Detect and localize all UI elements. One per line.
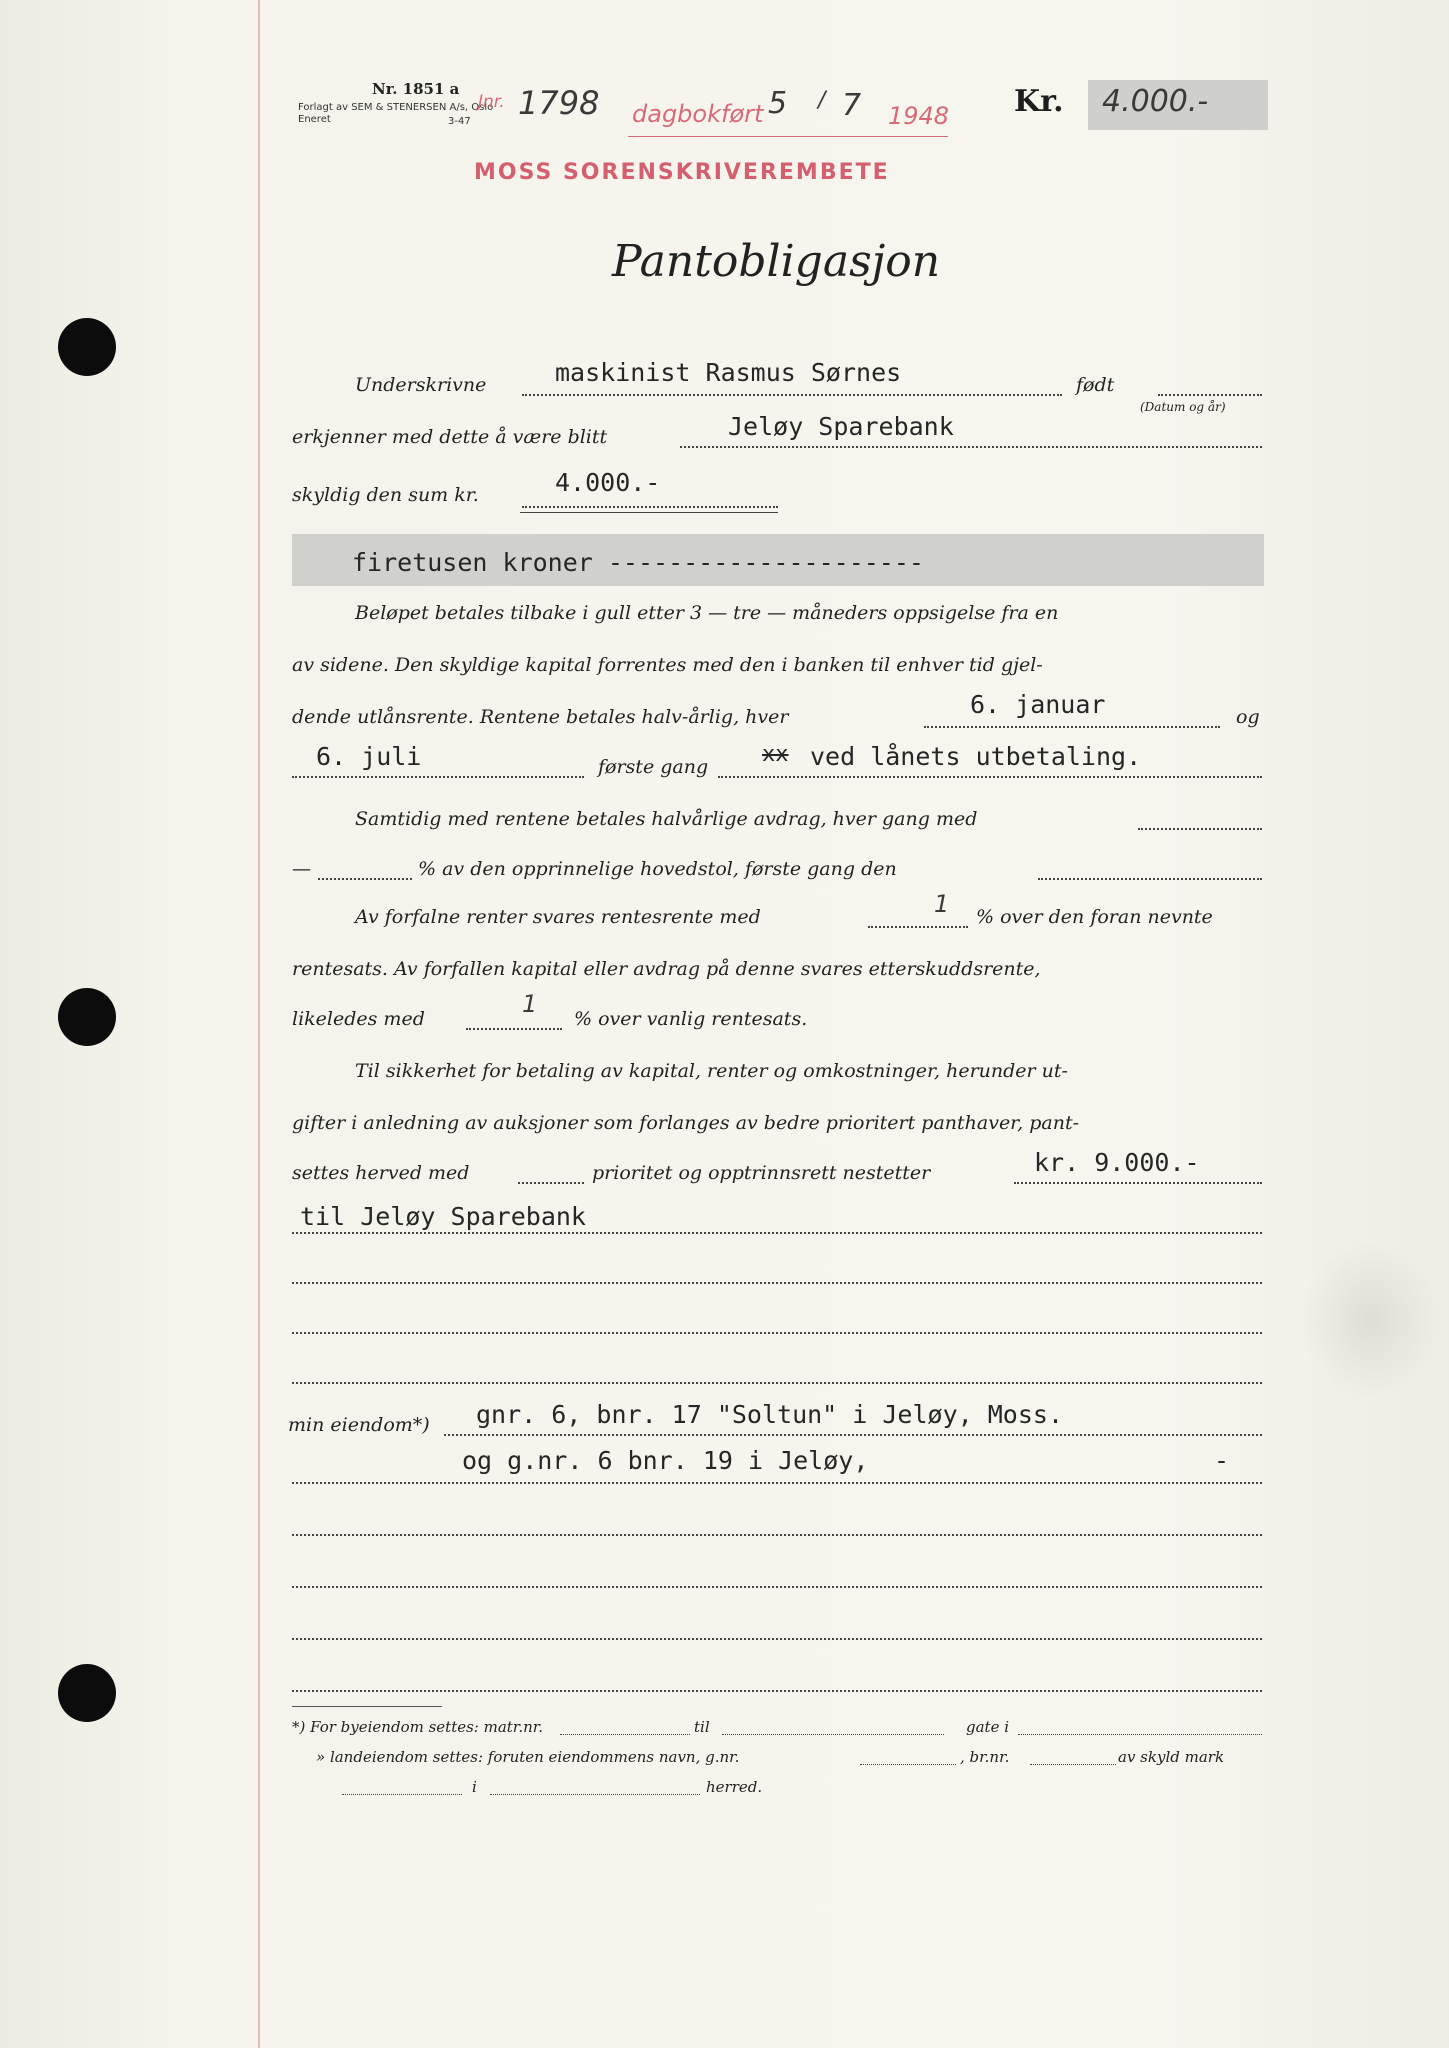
prior-amount: kr. 9.000.- [1034,1148,1200,1177]
kr-label: Kr. [1014,84,1064,119]
kr-amount: 4.000.- [1102,84,1209,119]
publisher-date: 3-47 [448,116,471,127]
publisher-eneret: Eneret [298,114,331,125]
dagbok-underline [628,136,948,137]
forste-gang-value: ved lånets utbetaling. [810,742,1142,771]
punch-hole-top [58,318,116,376]
footnote-i: i [472,1778,477,1796]
footnote-til: til [694,1718,710,1736]
margin-rule [258,0,260,2048]
office-stamp: MOSS SORENSKRIVEREMBETE [474,160,890,185]
struck-word: xx [762,742,789,767]
para3-line3b: % over vanlig rentesats. [574,1008,808,1030]
footnote-gate: gate i [966,1718,1010,1736]
journal-number: 1798 [518,84,600,122]
erkjenner-label: erkjenner med dette å være blitt [292,426,608,448]
eiendom-dash: - [1214,1446,1230,1475]
interest-date2: 6. juli [316,742,422,771]
footnote-skyld: av skyld mark [1118,1748,1225,1766]
kr-amount-box [1088,80,1268,130]
para1-line2: av sidene. Den skyldige kapital forrentes med den i banken til enhver tid gjel- [292,654,1043,676]
skyldig-label: skyldig den sum kr. [292,484,479,506]
footnote-line2: » landeiendom settes: foruten eiendommens navn, g.nr. [316,1748,740,1766]
date-day: 5 [768,86,788,121]
para4-line2: gifter i anledning av auksjoner som forlanges av bedre prioritert panthaver, pant- [292,1112,1080,1134]
og-label: og [1236,706,1260,728]
sum-value: 4.000.- [555,468,661,497]
document-title: Pantobligasjon [612,236,941,287]
para3-line1b: % over den foran nevnte [976,906,1213,928]
underskrivne-value: maskinist Rasmus Sørnes [555,358,902,387]
sum-in-words: firetusen kroner --------------------- [352,548,924,577]
para3-line1a: Av forfalne renter svares rentesrente med [355,906,761,928]
para3-line2: rentesats. Av forfallen kapital eller avdrag på denne svares etterskuddsrente, [292,958,1041,980]
prior-holder: til Jeløy Sparebank [300,1202,586,1231]
paper-smudge [1300,1240,1440,1400]
para1-line3: dende utlånsrente. Rentene betales halv-årlig, hver [292,706,789,728]
para2-prefix: — [292,858,311,880]
eiendom-value2: og g.nr. 6 bnr. 19 i Jeløy, [462,1446,869,1475]
journal-prefix: Jnr. [478,92,505,112]
punch-hole-middle [58,988,116,1046]
blank-line [292,1638,1262,1640]
blank-line [292,1690,1262,1692]
dagbokfort-label: dagbokført [632,100,764,128]
para3-value1: 1 [934,890,950,918]
footnote-brnr: , br.nr. [960,1748,1010,1766]
blank-line [292,1534,1262,1536]
para4-line3: settes herved med [292,1162,470,1184]
underskrivne-label: Underskrivne [355,374,487,396]
date-year: 1948 [888,102,950,130]
para3-line3a: likeledes med [292,1008,425,1030]
form-number: Nr. 1851 a [372,80,460,98]
blank-line [292,1586,1262,1588]
publisher-line: Forlagt av SEM & STENERSEN A/s, Oslo [298,102,494,113]
creditor-value: Jeløy Sparebank [728,412,954,441]
footnote-herred: herred. [706,1778,763,1796]
forste-gang-label: første gang [598,756,709,778]
interest-date1: 6. januar [970,690,1106,719]
para3-value2: 1 [522,990,538,1018]
footnote-line1: *) For byeiendom settes: matr.nr. [292,1718,544,1736]
blank-line [292,1282,1262,1284]
eiendom-label: min eiendom*) [288,1414,430,1436]
fodt-label: født [1076,374,1115,396]
footnote-rule [292,1706,442,1707]
punch-hole-bottom [58,1664,116,1722]
date-month: 7 [842,88,862,123]
blank-line [292,1332,1262,1334]
eiendom-value1: gnr. 6, bnr. 17 "Soltun" i Jeløy, Moss. [476,1400,1063,1429]
para4-line3b: prioritet og opptrinnsrett nestetter [592,1162,931,1184]
para2-line2: % av den opprinnelige hovedstol, første gang den [418,858,897,880]
para4-line1: Til sikkerhet for betaling av kapital, renter og omkostninger, herunder ut- [355,1060,1068,1082]
blank-line [292,1382,1262,1384]
para1-line1: Beløpet betales tilbake i gull etter 3 — tre — måneders oppsigelse fra en [355,602,1059,624]
datum-note: (Datum og år) [1140,400,1226,414]
para2-line1: Samtidig med rentene betales halvårlige avdrag, hver gang med [355,808,978,830]
